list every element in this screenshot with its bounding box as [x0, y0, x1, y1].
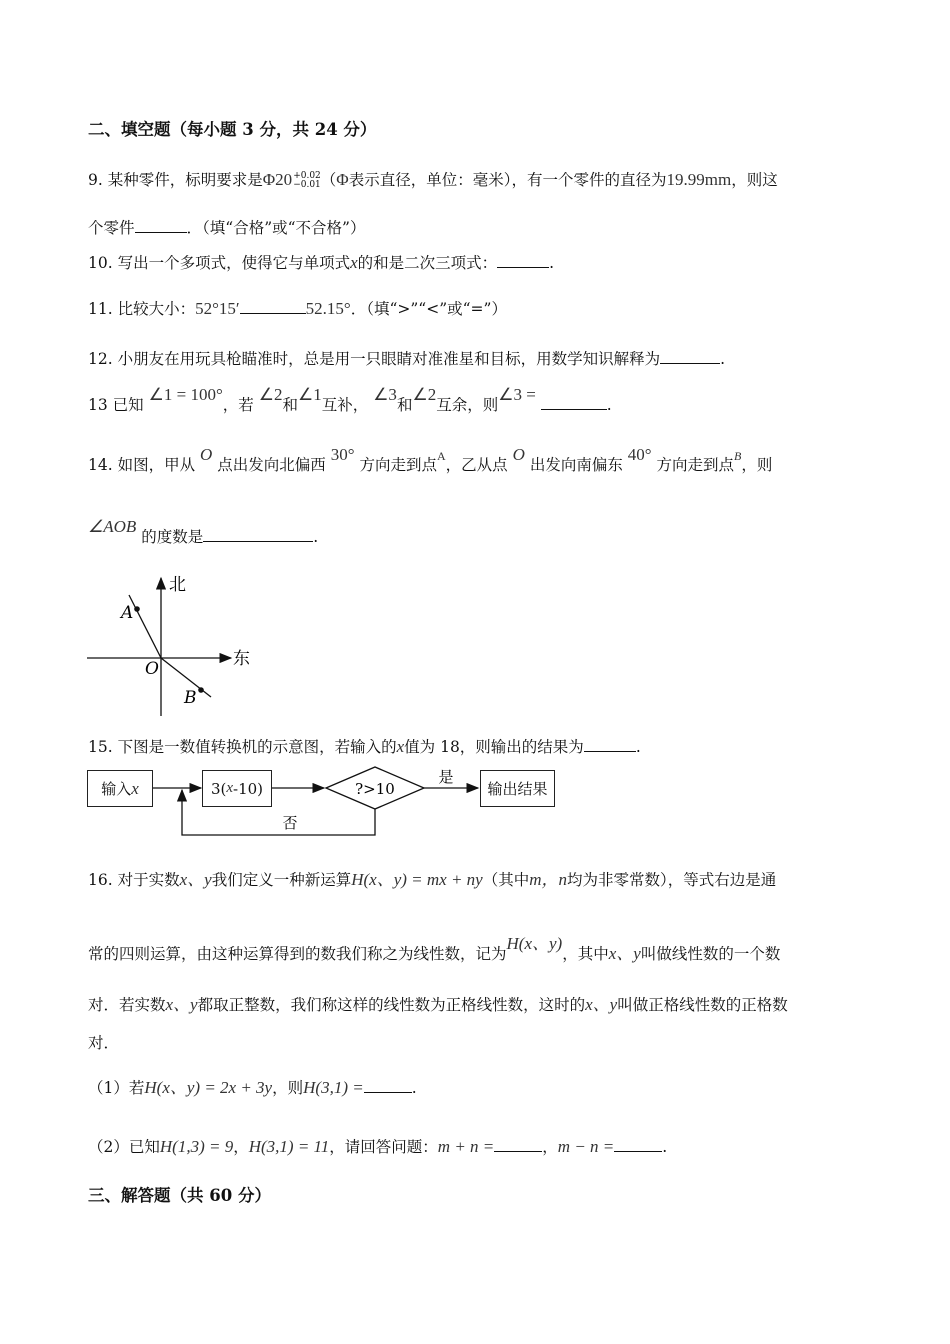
- answer-blank[interactable]: [240, 299, 306, 314]
- question-number: 11.: [88, 300, 113, 318]
- question-16-line-3: 对．若实数x、y都取正整数，我们称这样的线性数为正格线性数，这时的x、y叫做正格线性数的正格数: [88, 995, 788, 1014]
- question-11: 11. 比较大小：52°15′ 52.15°．（填“>”“<”或“=”）: [88, 299, 507, 318]
- question-15: 15. 下图是一数值转换机的示意图，若输入的x值为 18，则输出的结果为 .: [88, 737, 641, 756]
- question-number: 16.: [88, 871, 113, 889]
- yes-label: 是: [438, 768, 454, 786]
- question-12: 12. 小朋友在用玩具枪瞄准时，总是用一只眼睛对准准星和目标，用数学知识解释为 .: [88, 350, 726, 368]
- question-number: 14.: [88, 456, 113, 474]
- operation-box: 3( x -10): [202, 770, 272, 807]
- answer-blank[interactable]: [584, 737, 636, 752]
- question-9-line-2: 个零件 ．（填“合格”或“不合格”）: [88, 219, 366, 237]
- label-a: A: [121, 603, 134, 623]
- diameter-value: 19.99mm: [666, 170, 732, 189]
- question-number: 12.: [88, 350, 113, 368]
- tolerance-spec: Φ20: [262, 170, 293, 189]
- section-title-answers: 三、解答题（共 60 分）: [88, 1186, 271, 1205]
- output-box: 输出结果: [480, 770, 555, 807]
- answer-blank[interactable]: [203, 527, 313, 542]
- question-9-line-1: 9. 某种零件，标明要求是Φ20+0.02 −0.01（Φ表示直径，单位：毫米），有一个零件的直径为19.99mm，则这: [88, 170, 778, 190]
- answer-blank[interactable]: [494, 1137, 542, 1152]
- answer-blank[interactable]: [541, 395, 607, 410]
- question-16-part-1: （1）若H(x、y) = 2x + 3y，则H(3,1) = .: [88, 1078, 417, 1097]
- question-number: 13: [88, 396, 108, 414]
- question-16-line-1: 16. 对于实数x、y我们定义一种新运算H(x、y) = mx + ny（其中m，n均为非零常数），等式右边是通: [88, 870, 777, 889]
- input-box: 输入 x: [87, 770, 153, 807]
- point-b: [198, 687, 204, 693]
- east-label: 东: [233, 649, 250, 669]
- question-14-line-1: 14. 如图，甲从 O 点出发向北偏西 30° 方向走到点$^A$，乙从点 O 出发向南偏东 40° 方向走到点$^B$，则: [88, 445, 773, 474]
- question-number: 15.: [88, 738, 113, 756]
- answer-blank[interactable]: [135, 218, 187, 233]
- question-16-line-4: 对．: [88, 1034, 120, 1052]
- ray-oa: [129, 595, 161, 658]
- question-number: 10.: [88, 254, 113, 272]
- label-o: O: [145, 659, 159, 679]
- answer-blank[interactable]: [364, 1078, 412, 1093]
- question-13: 13 已知 ∠1 = 100°，若 ∠2和∠1互补， ∠3和∠2互余，则∠3 = .: [88, 385, 612, 414]
- question-16-part-2: （2）已知H(1,3) = 9，H(3,1) = 11，请回答问题：m + n = ，m − n = .: [88, 1137, 668, 1156]
- angle-left: 52°15′: [195, 299, 240, 318]
- decision-label: ?>10: [355, 780, 395, 798]
- question-14-line-2: ∠AOB 的度数是 .: [88, 517, 319, 546]
- label-b: B: [184, 688, 197, 708]
- operation-definition: H(x、y) = mx + ny: [351, 870, 483, 889]
- answer-blank[interactable]: [660, 349, 720, 364]
- answer-blank[interactable]: [614, 1137, 662, 1152]
- answer-blank[interactable]: [497, 253, 549, 268]
- point-a: [134, 606, 140, 612]
- angle-right: 52.15°: [305, 299, 351, 318]
- tolerance-limits: +0.02 −0.01: [293, 171, 321, 190]
- question-number: 9.: [88, 171, 103, 189]
- north-label: 北: [169, 575, 186, 595]
- section-title-fill-in: 二、填空题（每小题 3 分，共 24 分）: [88, 120, 377, 139]
- direction-figure: [85, 570, 260, 720]
- question-16-line-2: 常的四则运算，由这种运算得到的数我们称之为线性数，记为H(x、y)，其中x、y叫做线性数的一个数: [88, 934, 781, 963]
- question-10: 10. 写出一个多项式，使得它与单项式x的和是二次三项式： .: [88, 253, 555, 272]
- angle-aob: ∠AOB: [88, 517, 137, 536]
- no-label: 否: [282, 814, 298, 832]
